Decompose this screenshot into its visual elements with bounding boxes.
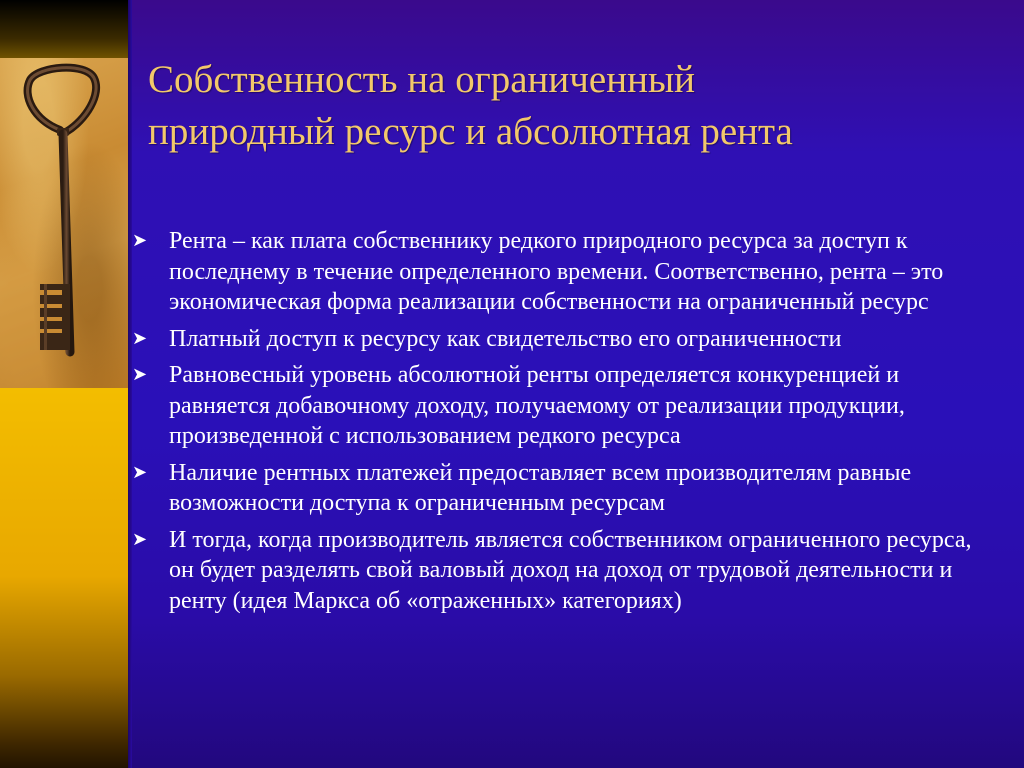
bullet-text: Наличие рентных платежей предоставляет всем производителям равные возможности доступа к ограниченным ресурсам xyxy=(169,459,912,516)
bullet-text: Платный доступ к ресурсу как свидетельство его ограниченности xyxy=(169,325,842,352)
arrowhead-bullet-icon: ➤ xyxy=(132,327,148,349)
bullet-item xyxy=(132,360,992,452)
bullet-text: Равновесный уровень абсолютной ренты определяется конкуренцией и равняется добавочному доходу, получаемому от реализации продукции, произведенной с использованием редкого ресурса xyxy=(169,362,905,449)
bullet-item xyxy=(132,324,992,355)
title-line-2: природный ресурс и абсолютная рента xyxy=(148,110,793,153)
key-photo xyxy=(0,58,128,388)
bullet-item xyxy=(132,525,992,617)
bullet-item xyxy=(132,458,992,519)
bullet-text: Рента – как плата собственнику редкого природного ресурса за доступ к последнему в течение определенного времени. Соответственно, рента – это экономическая форма реализации собственности на ограниченный ресурс xyxy=(169,228,944,315)
slide-title xyxy=(148,54,948,158)
arrowhead-bullet-icon: ➤ xyxy=(132,364,148,385)
key-icon xyxy=(0,58,128,388)
bullet-item xyxy=(132,226,992,318)
bullet-list xyxy=(132,226,992,622)
title-line-1: Собственность на ограниченный xyxy=(148,58,696,101)
arrowhead-bullet-icon: ➤ xyxy=(132,528,148,550)
bullet-text: И тогда, когда производитель является собственником ограниченного ресурса, он будет разделять свой валовый доход на доход от трудовой деятельности и ренту (идея Маркса об «отраженных» категориях) xyxy=(169,526,972,614)
arrowhead-bullet-icon: ➤ xyxy=(132,230,148,251)
arrowhead-bullet-icon: ➤ xyxy=(132,461,148,483)
